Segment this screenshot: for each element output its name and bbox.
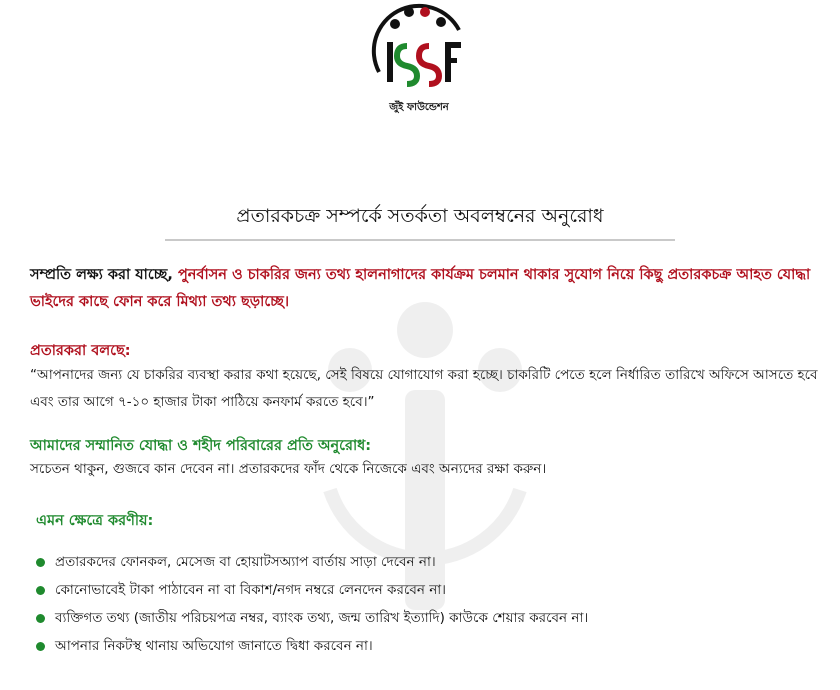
- tips-heading: এমন ক্ষেত্রে করণীয়:: [36, 513, 154, 529]
- list-item: আপনার নিকটস্থ থানায় অভিযোগ জানাতে দ্বিধা করবেন না।: [36, 632, 816, 660]
- bullet-dot-icon: [36, 586, 45, 595]
- appeal-text: সচেতন থাকুন, গুজবে কান দেবেন না। প্রতারকদের ফাঁদ থেকে নিজেকে এবং অন্যদের রক্ষা করুন।: [30, 461, 547, 477]
- list-item: ব্যক্তিগত তথ্য (জাতীয় পরিচয়পত্র নম্বর, ব্যাংক তথ্য, জন্ম তারিখ ইত্যাদি) কাউকে শেয়ার করবেন না।: [36, 604, 816, 632]
- scammers-say-heading: প্রতারকরা বলছে:: [30, 343, 131, 359]
- intro-text-lead: সম্প্রতি লক্ষ্য করা যাচ্ছে,: [30, 267, 178, 283]
- list-item: প্রতারকদের ফোনকল, মেসেজ বা হোয়াটসঅ্যাপ বার্তায় সাড়া দেবেন না।: [36, 548, 816, 576]
- jssf-logo-icon: [365, 0, 473, 100]
- bullet-dot-icon: [36, 558, 45, 567]
- tips-list: [36, 548, 816, 660]
- scammers-quote: “আপনাদের জন্য যে চাকরির ব্যবস্থা করার কথা হয়েছে, সেই বিষয়ে যোগাযোগ করা হচ্ছে। চাকরিটি পেতে হলে নির্ধারিত তারিখে অফিসে আসতে হবে এবং তার আগে ৭-১০ হাজার টাকা পাঠিয়ে কনফার্ম করতে হবে।”: [30, 367, 818, 410]
- appeal-heading: আমাদের সম্মানিত যোদ্ধা ও শহীদ পরিবারের প্রতি অনুরোধ:: [30, 438, 372, 454]
- bullet-dot-icon: [36, 614, 45, 623]
- intro-text-highlight: পুনর্বাসন ও চাকরির জন্য তথ্য হালনাগাদের কার্যক্রম চলমান থাকার সুযোগ নিয়ে কিছু প্রতারকচক্র আহত যোদ্ধা ভাইদের কাছে ফোন করে মিথ্যা তথ্য ছড়াচ্ছে।: [30, 267, 811, 310]
- bullet-dot-icon: [36, 642, 45, 651]
- logo-caption: জুঁই ফাউন্ডেশন: [389, 102, 449, 113]
- notice-title: প্রতারকচক্র সম্পর্কে সতর্কতা অবলম্বনের অনুরোধ: [165, 202, 675, 241]
- intro-paragraph: [30, 262, 820, 316]
- list-item: কোনোভাবেই টাকা পাঠাবেন না বা বিকাশ/নগদ নম্বরে লেনদেন করবেন না।: [36, 576, 816, 604]
